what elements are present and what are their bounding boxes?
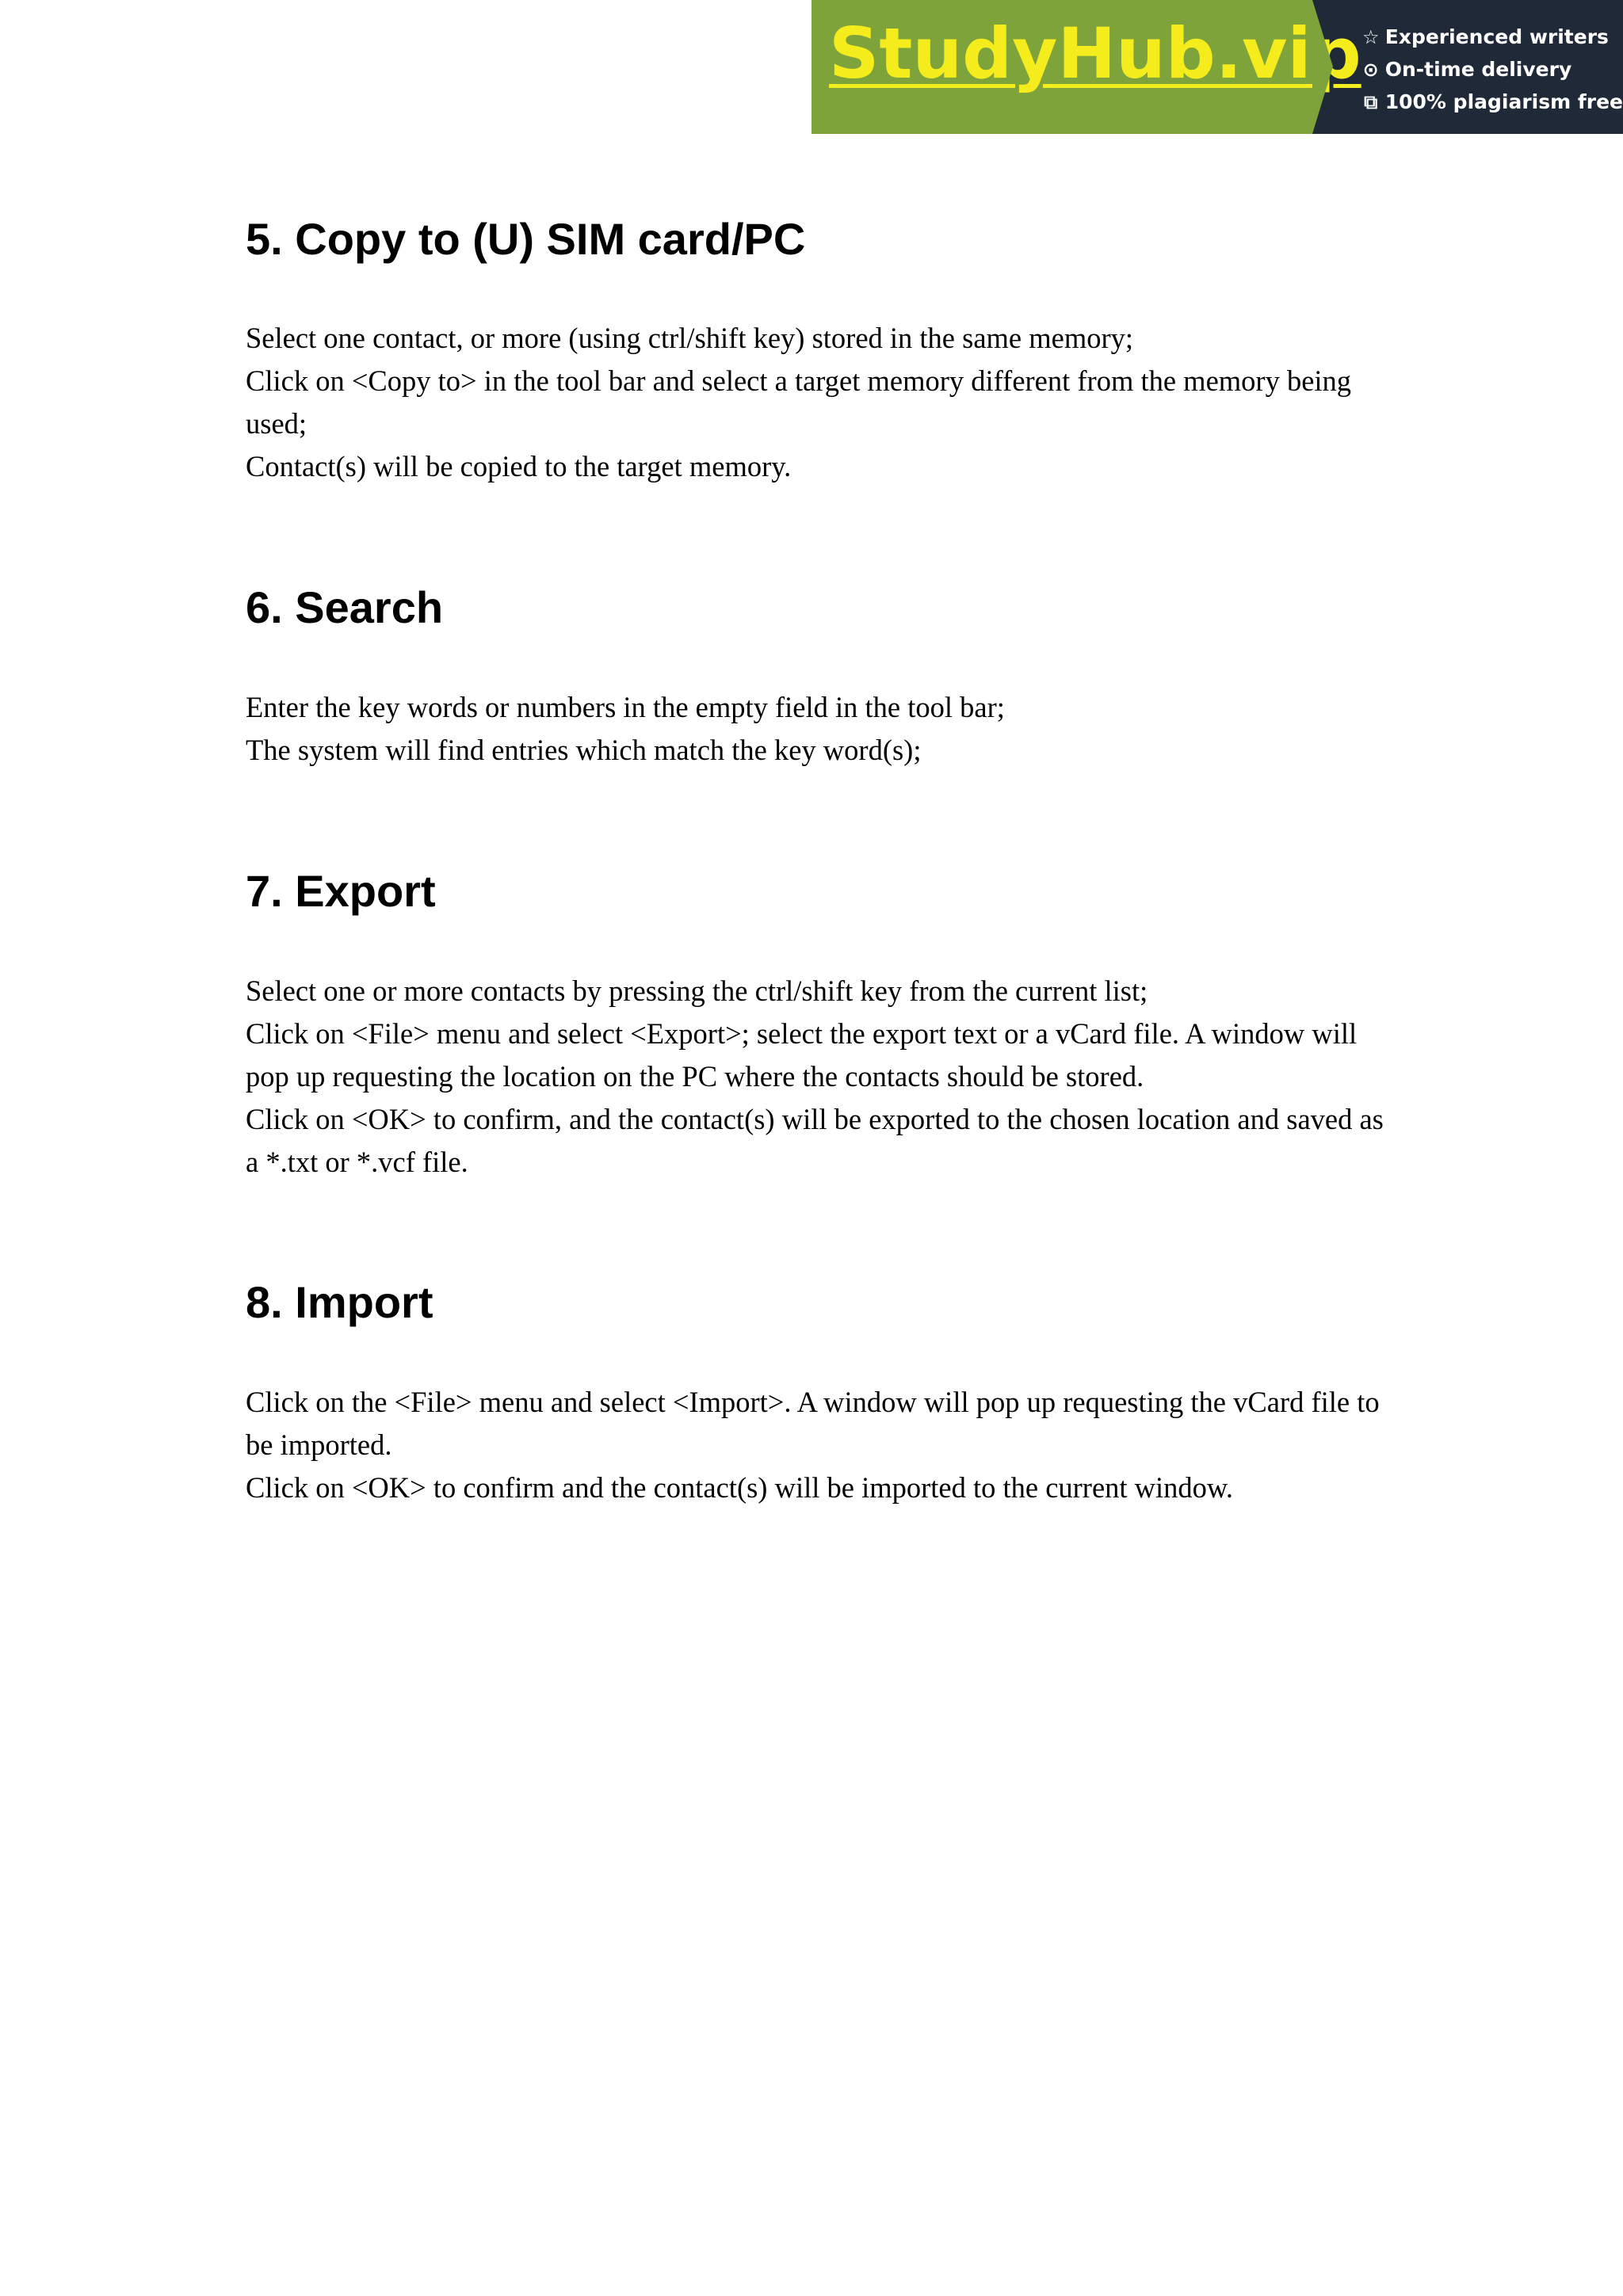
paragraph-line: Contact(s) will be copied to the target memory. [246, 450, 792, 482]
feature-experienced-writers [1361, 21, 1623, 53]
paragraph-line: The system will find entries which match the key word(s); [246, 734, 922, 766]
paragraph-line: Click on <OK> to confirm and the contact(s) will be imported to the current window. [246, 1471, 1234, 1504]
feature-plagiarism-free [1361, 86, 1623, 118]
section-heading-copy-to: 5. Copy to (U) SIM card/PC [246, 214, 806, 264]
section-heading-export: 7. Export [246, 866, 436, 916]
section-body-export [246, 970, 1387, 1184]
paragraph-line: Select one contact, or more (using ctrl/shift key) stored in the same memory; [246, 322, 1134, 354]
paragraph-line: Select one or more contacts by pressing the ctrl/shift key from the current list; [246, 974, 1148, 1007]
banner-arrow-shape [1312, 0, 1333, 134]
feature-label: Experienced writers [1384, 25, 1609, 48]
studyhub-logo: StudyHub.vip [829, 13, 1361, 94]
clock-icon: ⊙ [1362, 58, 1379, 81]
star-outline-icon: ☆ [1361, 25, 1380, 48]
section-body-import [246, 1381, 1387, 1509]
feature-label: On-time delivery [1384, 58, 1572, 81]
banner-logo-area [812, 0, 1361, 134]
section-body-copy-to [246, 317, 1387, 488]
paragraph-line: Click on <File> menu and select <Export>; select the export text or a vCard file. A window will pop up requesting the location on the PC where the contacts should be stored. [246, 1017, 1358, 1093]
paragraph-line: Click on <OK> to confirm, and the contact(s) will be exported to the chosen location and saved as a *.txt or *.vcf file. [246, 1103, 1384, 1178]
feature-on-time-delivery [1361, 53, 1623, 86]
section-body-search [246, 686, 1387, 772]
copy-icon: ⧉ [1364, 90, 1378, 113]
section-heading-search: 6. Search [246, 582, 444, 632]
paragraph-line: Click on <Copy to> in the tool bar and select a target memory different from the memory being used; [246, 364, 1352, 440]
paragraph-line: Enter the key words or numbers in the empty field in the tool bar; [246, 691, 1005, 723]
feature-label: 100% plagiarism free [1384, 90, 1623, 113]
paragraph-line: Click on the <File> menu and select <Import>. A window will pop up requesting the vCard file to be imported. [246, 1386, 1380, 1461]
section-heading-import: 8. Import [246, 1277, 433, 1327]
studyhub-banner[interactable] [812, 0, 1623, 134]
